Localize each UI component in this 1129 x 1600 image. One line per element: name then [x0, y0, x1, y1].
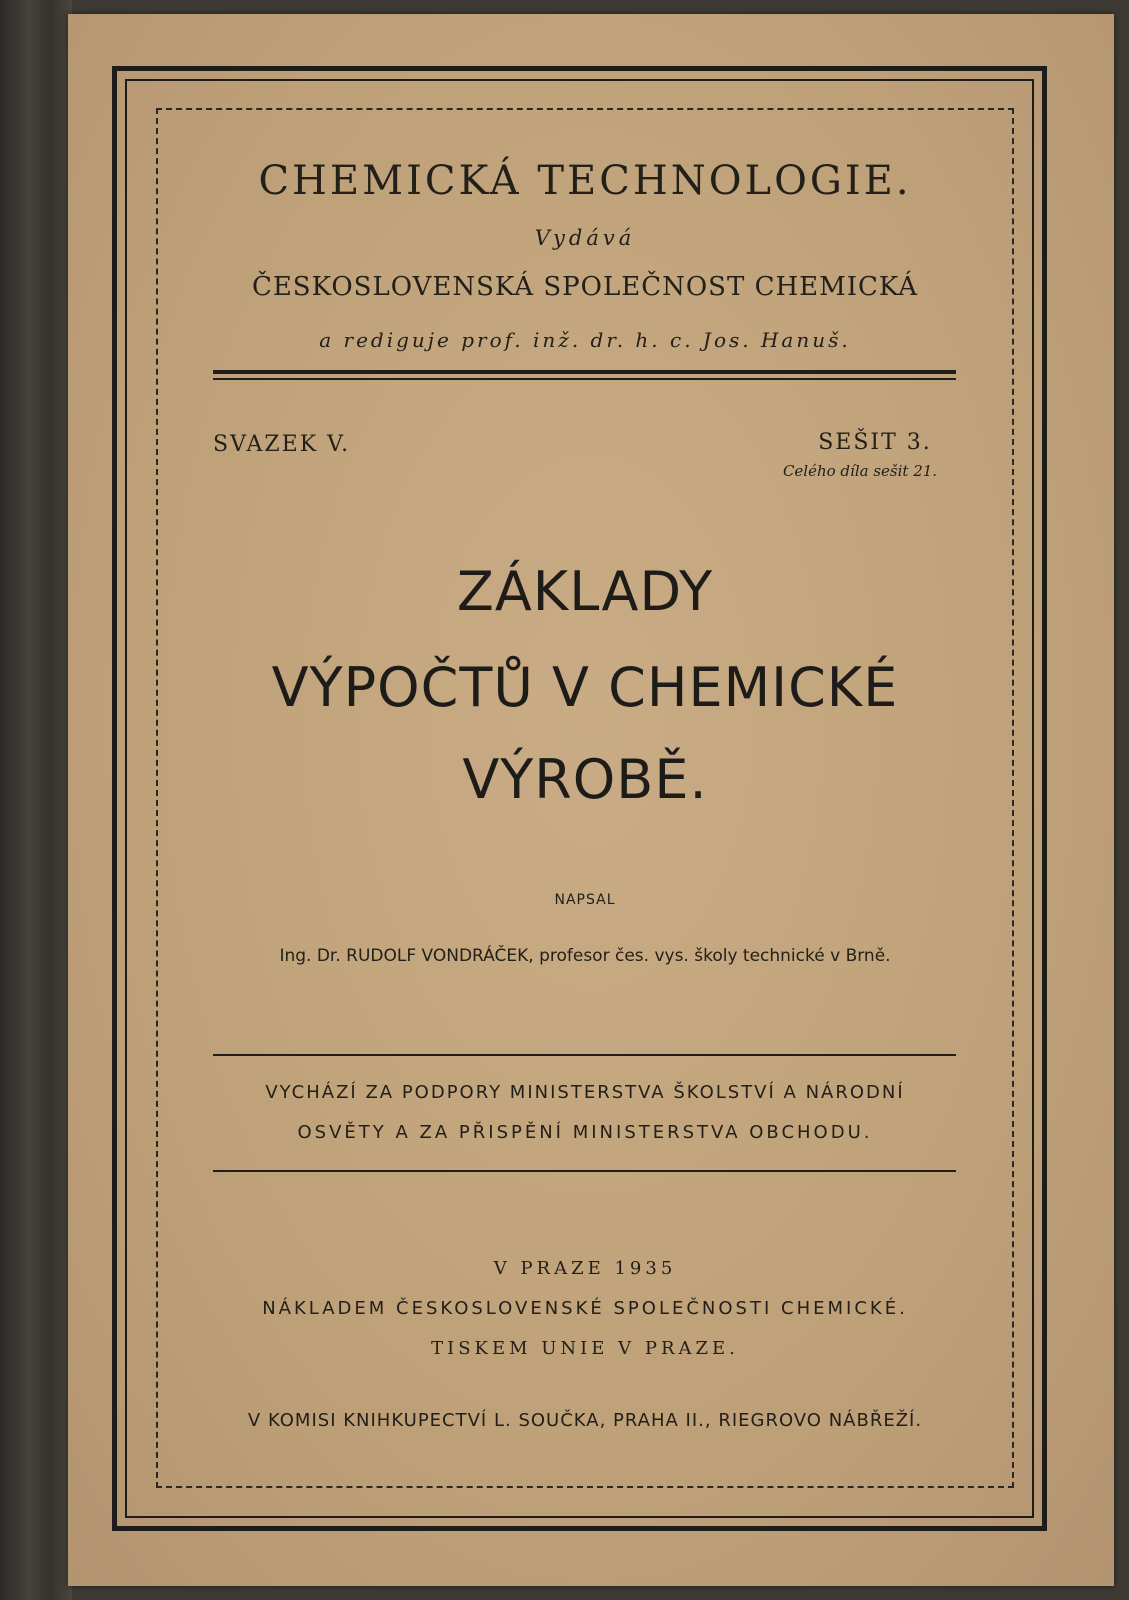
support-rule-top — [213, 1054, 956, 1056]
issue-total: Celého díla sešit 21. — [782, 462, 938, 480]
author-line: Ing. Dr. RUDOLF VONDRÁČEK, profesor čes. vys. školy technické v Brně. — [279, 946, 891, 966]
support-rule-bottom — [213, 1170, 956, 1172]
support-line: OSVĚTY A ZA PŘISPĚNÍ MINISTERSTVA OBCHODU. — [297, 1122, 873, 1143]
book-title-line: VÝROBĚ. — [462, 748, 708, 811]
volume-label: SVAZEK V. — [213, 432, 351, 457]
header-rule-top — [213, 370, 956, 374]
author-intro: NAPSAL — [554, 892, 616, 908]
book-title-line: ZÁKLADY — [456, 560, 714, 623]
imprint-printer: TISKEM UNIE V PRAZE. — [431, 1338, 739, 1359]
book-spine — [0, 0, 72, 1600]
imprint-place-year: V PRAZE 1935 — [493, 1258, 677, 1279]
issue-label: SEŠIT 3. — [818, 430, 932, 455]
publisher-name: ČESKOSLOVENSKÁ SPOLEČNOST CHEMICKÁ — [251, 272, 919, 302]
imprint-publisher: NÁKLADEM ČESKOSLOVENSKÉ SPOLEČNOSTI CHEMICKÉ. — [262, 1298, 908, 1319]
header-rule-bottom — [213, 378, 956, 380]
editor-line: a rediguje prof. inž. dr. h. c. Jos. Hanuš. — [319, 328, 851, 352]
support-line: VYCHÁZÍ ZA PODPORY MINISTERSTVA ŠKOLSTVÍ A NÁRODNÍ — [265, 1082, 905, 1103]
publisher-intro: Vydává — [534, 226, 636, 250]
series-title: CHEMICKÁ TECHNOLOGIE. — [258, 158, 912, 204]
book-title-line: VÝPOČTŮ V CHEMICKÉ — [271, 656, 899, 719]
commission-line: V KOMISI KNIHKUPECTVÍ L. SOUČKA, PRAHA II., RIEGROVO NÁBŘEŽÍ. — [247, 1410, 923, 1431]
